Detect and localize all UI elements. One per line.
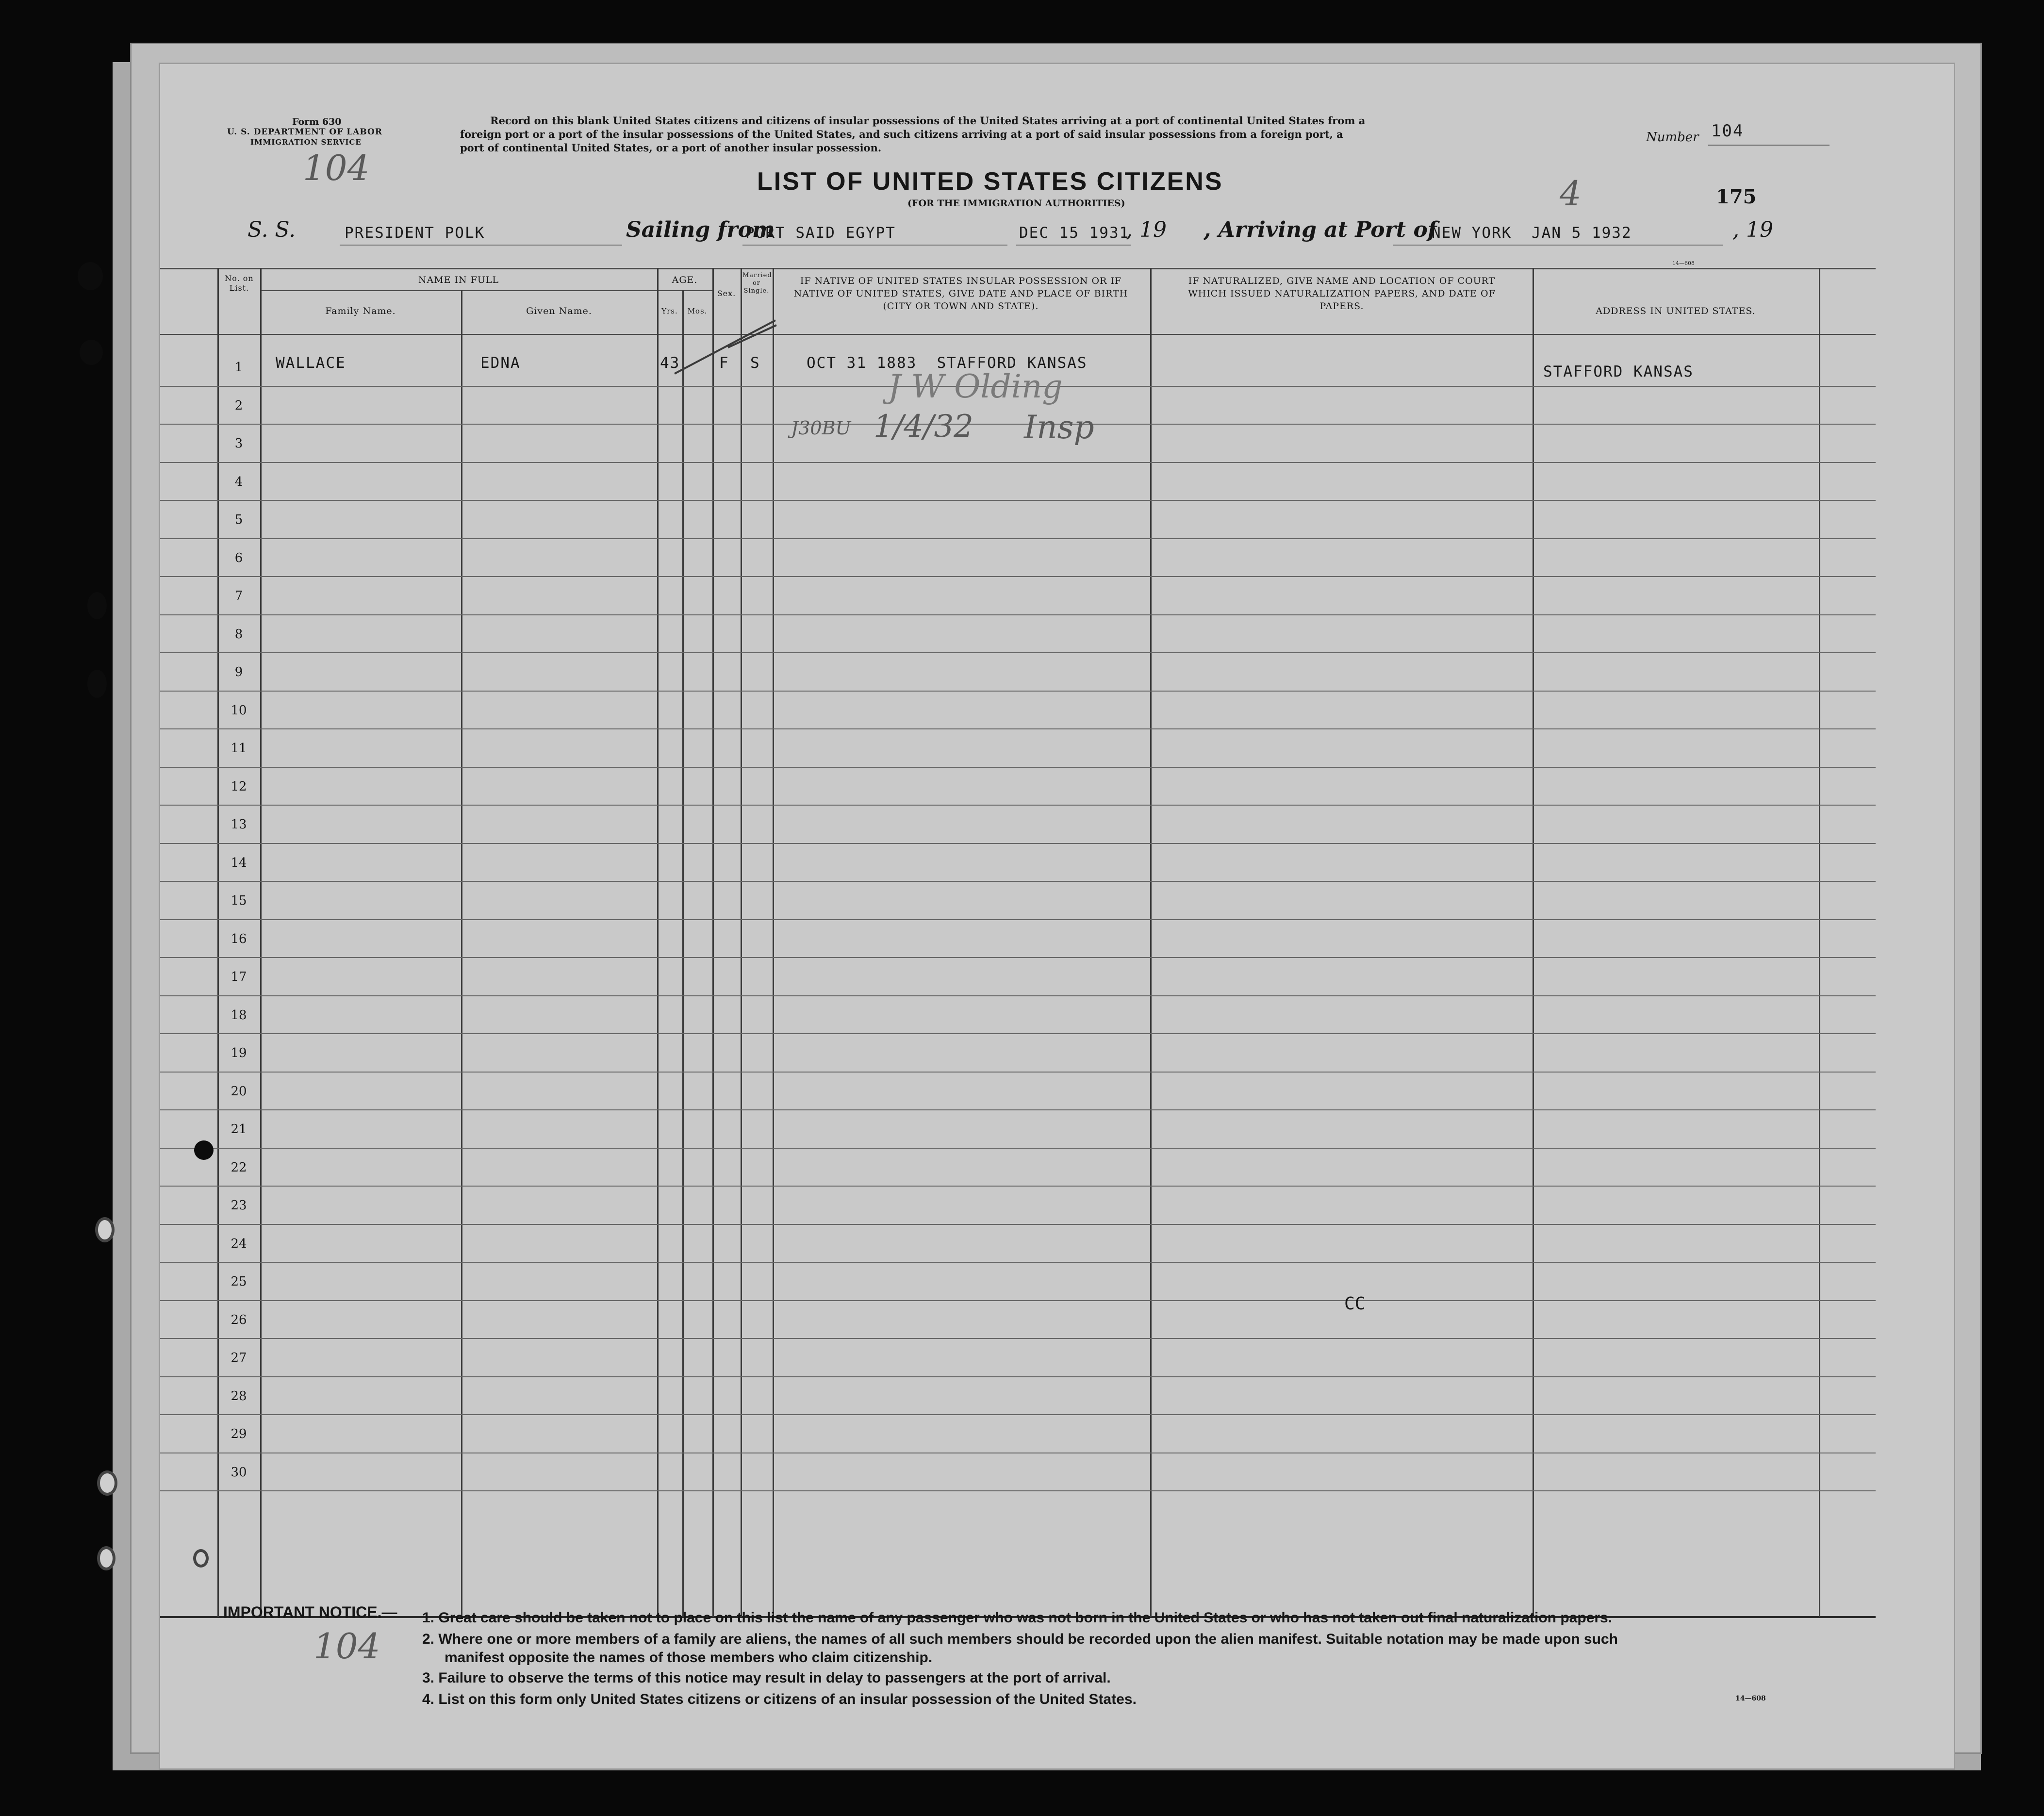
- voyage-underline-from: [742, 245, 1007, 246]
- notice-item-2: 2. Where one or more members of a family are aliens, the names of all such members should be recorded upon the alien manifest. Suitable notation may be made upon such: [422, 1631, 1618, 1647]
- binder-hole-8: [97, 1546, 115, 1570]
- ss-label: S. S.: [247, 217, 296, 242]
- col-head-yrs: Yrs.: [661, 307, 678, 315]
- inspector-signature: J W Olding: [888, 368, 1063, 405]
- row-rule: [160, 1300, 1876, 1301]
- ship-name: PRESIDENT POLK: [345, 224, 485, 242]
- binder-hole-3: [87, 592, 107, 619]
- arriving-label: , Arriving at Port of: [1203, 217, 1437, 242]
- service: IMMIGRATION SERVICE: [250, 138, 362, 147]
- row-rule: [160, 1338, 1876, 1339]
- col-head-naturalized: IF NATURALIZED, GIVE NAME AND LOCATION OF COURT WHICH ISSUED NATURALIZATION PAPERS, AND DATE OF PAPERS.: [1188, 276, 1496, 312]
- date-correction: 4: [1560, 174, 1582, 214]
- number-value: 104: [1711, 121, 1744, 141]
- row-number: 22: [231, 1160, 247, 1175]
- sailing-from: PORT SAID EGYPT: [745, 224, 896, 242]
- row-number: 19: [231, 1046, 247, 1060]
- row-rule: [160, 614, 1876, 615]
- row-1-sex: F: [719, 354, 729, 372]
- row-number: 2: [234, 398, 243, 413]
- col-head-name-in-full: NAME IN FULL: [418, 275, 499, 285]
- row-number: 8: [234, 627, 243, 642]
- sailing-label: Sailing from: [626, 217, 775, 242]
- row-number: 6: [234, 551, 243, 565]
- row-number: 7: [234, 589, 243, 603]
- arriving-port: NEW YORK: [1432, 224, 1512, 242]
- col-head-sex: Sex.: [717, 289, 736, 298]
- row-rule: [160, 1072, 1876, 1073]
- row-number: 24: [231, 1237, 247, 1251]
- row-rule: [160, 805, 1876, 806]
- voyage-underline-port: [1393, 245, 1723, 246]
- row-number: 10: [231, 703, 247, 718]
- row-rule: [160, 1033, 1876, 1034]
- notice-form-code: 14—608: [1735, 1695, 1766, 1702]
- instruction-line-3: port of continental United States, or a port of another insular possession.: [460, 142, 882, 154]
- manifest-table: [160, 268, 1876, 1622]
- row-rule: [160, 843, 1876, 844]
- row-number: 20: [231, 1084, 247, 1099]
- age-subheader-line: [657, 290, 712, 291]
- row-number: 16: [231, 932, 247, 946]
- binder-hole-7: [97, 1470, 117, 1496]
- row-rule: [160, 1224, 1876, 1225]
- row-number: 15: [231, 893, 247, 908]
- row-rule: [160, 919, 1876, 920]
- row-number: 21: [231, 1122, 247, 1137]
- binder-hole-4: [87, 670, 107, 698]
- row-rule: [160, 1414, 1876, 1415]
- row-number: 29: [231, 1427, 247, 1441]
- row-number: 11: [231, 741, 247, 756]
- voyage-underline-ship: [340, 245, 622, 246]
- row-number: 3: [234, 436, 243, 451]
- col-head-address: ADDRESS IN UNITED STATES.: [1596, 306, 1756, 316]
- handwritten-number: 104: [303, 148, 370, 188]
- binder-hole-1: [78, 262, 103, 290]
- notice-label: IMPORTANT NOTICE.—: [223, 1603, 397, 1621]
- page-title: LIST OF UNITED STATES CITIZENS: [757, 167, 1223, 196]
- row-rule: [160, 652, 1876, 653]
- form-number: Form 630: [292, 116, 342, 127]
- instruction-line-1: Record on this blank United States citizens and citizens of insular possessions of the United States arriving at a port of continental United States from a: [490, 115, 1366, 127]
- row-rule: [160, 1490, 1876, 1491]
- row-number: 25: [231, 1274, 247, 1289]
- row-number: 9: [234, 665, 243, 679]
- table-top-border: [160, 268, 1876, 269]
- row-number: 30: [231, 1465, 247, 1480]
- row-number: 18: [231, 1008, 247, 1023]
- col-head-family-name: Family Name.: [325, 306, 396, 316]
- row-1-marital: S: [750, 354, 760, 372]
- row-1-given-name: EDNA: [480, 354, 521, 372]
- signature-suffix: Insp: [1024, 409, 1094, 446]
- col-head-mos: Mos.: [687, 307, 708, 315]
- col-head-married-single: Married or Single.: [742, 272, 772, 295]
- binder-hole-9: [193, 1549, 209, 1568]
- page-subtitle: (FOR THE IMMIGRATION AUTHORITIES): [907, 198, 1125, 209]
- binder-hole-6: [95, 1217, 115, 1242]
- sailing-year-19: , 19: [1126, 217, 1167, 242]
- col-line-4: [682, 290, 684, 1617]
- stamp-code: J30BU: [791, 417, 851, 439]
- row-rule: [160, 462, 1876, 463]
- row-number: 1: [234, 360, 243, 375]
- row-1-family-name: WALLACE: [276, 354, 346, 372]
- row-rule: [160, 1376, 1876, 1377]
- row-rule: [160, 1148, 1876, 1149]
- header-divider: [160, 334, 1876, 335]
- row-rule: [160, 424, 1876, 425]
- row-number: 13: [231, 817, 247, 832]
- check-slash-mark: [655, 316, 781, 380]
- notice-item-3: 3. Failure to observe the terms of this notice may result in delay to passengers at the port of arrival.: [422, 1670, 1111, 1686]
- page-number: 175: [1716, 185, 1757, 208]
- row-rule: [160, 728, 1876, 729]
- row-rule: [160, 1186, 1876, 1187]
- row-rule: [160, 500, 1876, 501]
- row-1-address: STAFFORD KANSAS: [1543, 363, 1694, 380]
- number-underline: [1708, 145, 1830, 146]
- sailing-date: DEC 15 1931: [1019, 224, 1130, 242]
- row-number: 26: [231, 1313, 247, 1327]
- col-head-no: No. on List.: [225, 274, 254, 293]
- row-1-birth: OCT 31 1883 STAFFORD KANSAS: [807, 354, 1088, 372]
- col-head-birth: IF NATIVE OF UNITED STATES INSULAR POSSESSION OR IF NATIVE OF UNITED STATES, GIVE DATE AND PLACE OF BIRTH (CITY OR TOWN AND STATE).: [793, 276, 1128, 312]
- row-rule: [160, 691, 1876, 692]
- row-rule: [160, 957, 1876, 958]
- notice-item-1: 1. Great care should be taken not to place on this list the name of any passenger who was not born in the United States or who has not taken out final naturalization papers.: [422, 1610, 1613, 1626]
- arriving-date: JAN 5 1932: [1532, 224, 1632, 242]
- col-head-age: AGE.: [672, 275, 698, 285]
- row-number: 4: [234, 475, 243, 489]
- row-rule: [160, 1109, 1876, 1110]
- name-subheader-line: [260, 290, 657, 291]
- binder-hole-5: [194, 1140, 214, 1160]
- row-rule: [160, 576, 1876, 577]
- row-1-age-yrs: 43: [660, 354, 680, 372]
- row-number: 14: [231, 856, 247, 870]
- printer-mark: 14—608: [1672, 260, 1695, 266]
- stamp-date: 1/4/32: [874, 409, 973, 445]
- manifest-page: [160, 64, 1954, 1768]
- instruction-line-2: foreign port or a port of the insular possessions of the United States, and such citizens arriving at a port of said insular possessions from a foreign port, a: [460, 128, 1343, 140]
- notice-item-2-cont: manifest opposite the names of those members who claim citizenship.: [445, 1650, 933, 1666]
- number-label: Number: [1646, 130, 1699, 145]
- notice-item-4: 4. List on this form only United States citizens or citizens of an insular possession of the United States.: [422, 1691, 1137, 1707]
- col-head-given-name: Given Name.: [526, 306, 592, 316]
- row-rule: [160, 538, 1876, 539]
- notice-handwritten-number: 104: [313, 1626, 380, 1667]
- row-number: 23: [231, 1198, 247, 1213]
- department: U. S. DEPARTMENT OF LABOR: [227, 127, 382, 137]
- voyage-underline-date: [1016, 245, 1131, 246]
- row-number: 5: [234, 512, 243, 527]
- row-rule: [160, 1262, 1876, 1263]
- row-rule: [160, 881, 1876, 882]
- col-line-2: [461, 290, 462, 1617]
- row-number: 17: [231, 970, 247, 984]
- arriving-year-19: , 19: [1732, 217, 1773, 242]
- binder-hole-2: [80, 340, 103, 365]
- row-number: 28: [231, 1389, 247, 1403]
- row-rule: [160, 767, 1876, 768]
- cc-mark: CC: [1344, 1294, 1366, 1314]
- row-rule: [160, 995, 1876, 996]
- row-number: 12: [231, 779, 247, 794]
- row-number: 27: [231, 1351, 247, 1365]
